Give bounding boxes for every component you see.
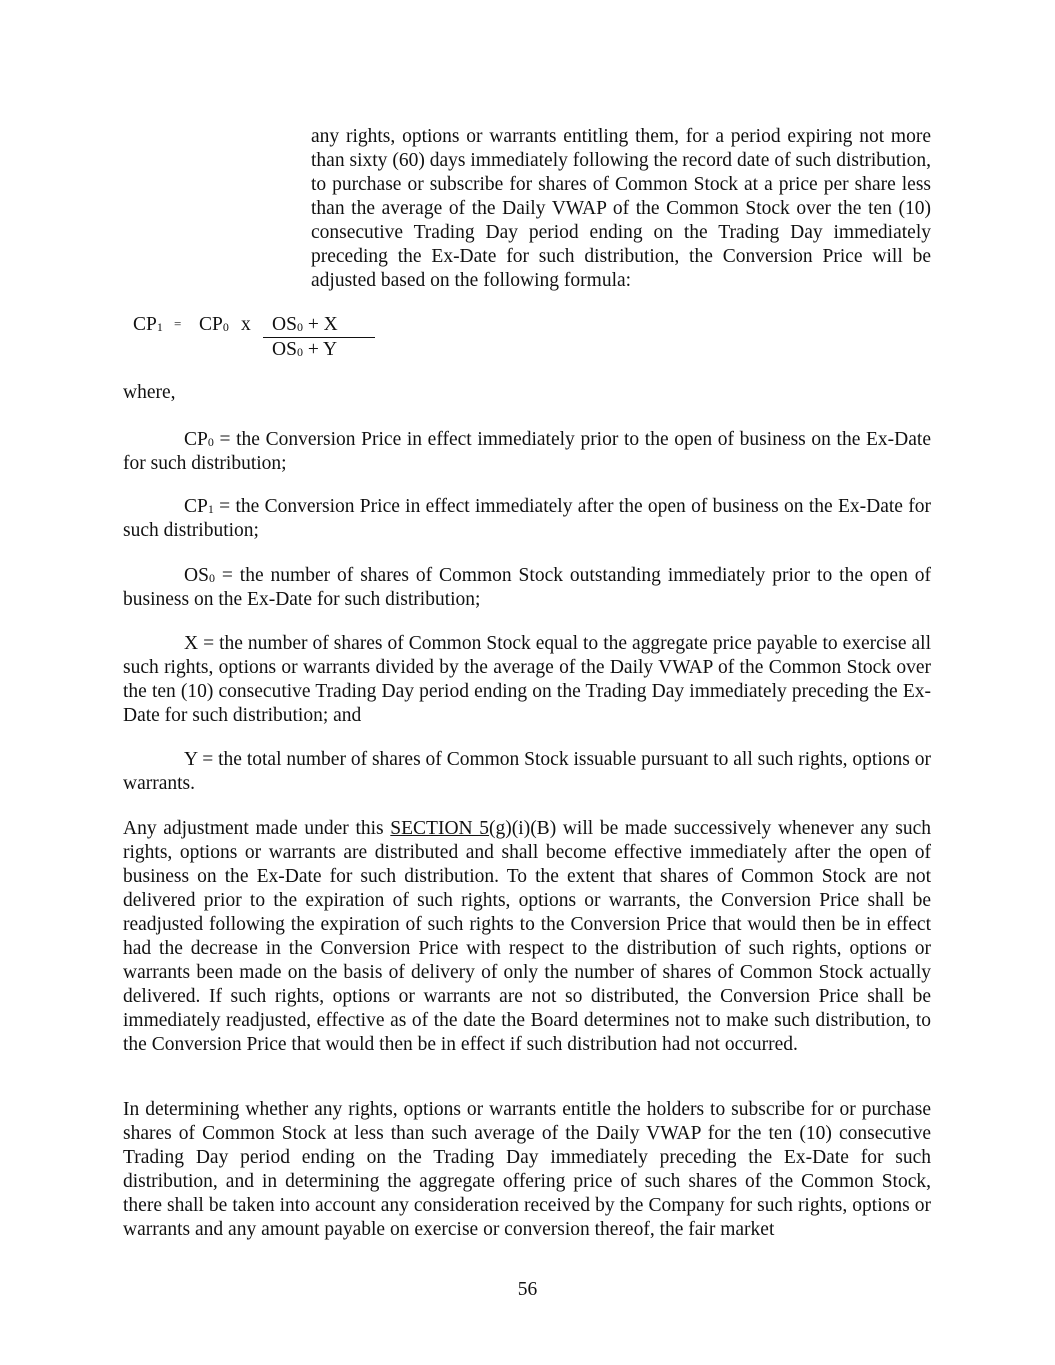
definition-cp0: $CP_0$ = the Conversion Price in effect immediately prior to the open of business on the Ex-Date for such distribution; xyxy=(123,429,931,474)
formula-numerator: $OS_0 + X$ xyxy=(272,314,338,335)
section-reference-link: SECTION 5 xyxy=(390,818,490,839)
formula-times: x xyxy=(241,314,251,335)
page-number: 56 xyxy=(517,1279,538,1300)
where-label: where, xyxy=(123,382,176,403)
definition-x: X = the number of shares of Common Stock equal to the aggregate price payable to exercise all such rights, options or warrants divided by the average of the Daily VWAP of the Common Stock over the ten (10) consecutive Trading Day period ending on the Trading Day immediately preceding the Ex-Date for such distribution; and xyxy=(123,633,931,726)
fraction-bar xyxy=(263,337,375,338)
formula-cp1: $CP_1$ xyxy=(133,314,163,335)
formula-denominator: $OS_0 + Y$ xyxy=(272,339,338,360)
definition-cp1: $CP_1$ = the Conversion Price in effect immediately after the open of business on the Ex-Date for such distribution; xyxy=(123,496,931,541)
conversion-price-formula xyxy=(133,314,433,366)
formula-cp0: $CP_0$ xyxy=(199,314,229,335)
adjustment-paragraph: Any adjustment made under this SECTION 5(g)(i)(B) will be made successively whenever any such rights, options or warrants are distributed and shall become effective immediately after the open of business on the Ex-Date for such distribution. To the extent that shares of Common Stock are not delivered prior to the expiration of such rights, options or warrants, the Conversion Price shall be readjusted following the expiration of such rights to the Conversion Price that would then be in effect had the decrease in the Conversion Price with respect to the distribution of such rights, options or warrants been made on the basis of delivery of only the number of shares of Common Stock actually delivered. If such rights, options or warrants are not so distributed, the Conversion Price shall be immediately readjusted, effective as of the date the Board determines not to make such distribution, to the Conversion Price that would then be in effect if such distribution had not occurred. xyxy=(123,818,931,1055)
definition-os0: $OS_0$ = the number of shares of Common Stock outstanding immediately prior to the open of business on the Ex-Date for such distribution; xyxy=(123,565,931,610)
intro-paragraph: any rights, options or warrants entitling them, for a period expiring not more than sixty (60) days immediately following the record date of such distribution, to purchase or subscribe for shares of Common Stock at a price per share less than the average of the Daily VWAP of the Common Stock over the ten (10) consecutive Trading Day period ending on the Trading Day immediately preceding the Ex-Date for such distribution, the Conversion Price will be adjusted based on the following formula: xyxy=(311,126,931,291)
determining-paragraph: In determining whether any rights, options or warrants entitle the holders to subscribe for or purchase shares of Common Stock at less than such average of the Daily VWAP for the ten (10) consecutive Trading Day period ending on the Trading Day immediately preceding the Ex-Date for such distribution, and in determining the aggregate offering price of such shares of the Common Stock, there shall be taken into account any consideration received by the Company for such rights, options or warrants and any amount payable on exercise or conversion thereof, the fair market xyxy=(123,1099,931,1240)
definition-y: Y = the total number of shares of Common Stock issuable pursuant to all such rights, options or warrants. xyxy=(123,749,931,794)
formula-equals: = xyxy=(174,316,182,331)
